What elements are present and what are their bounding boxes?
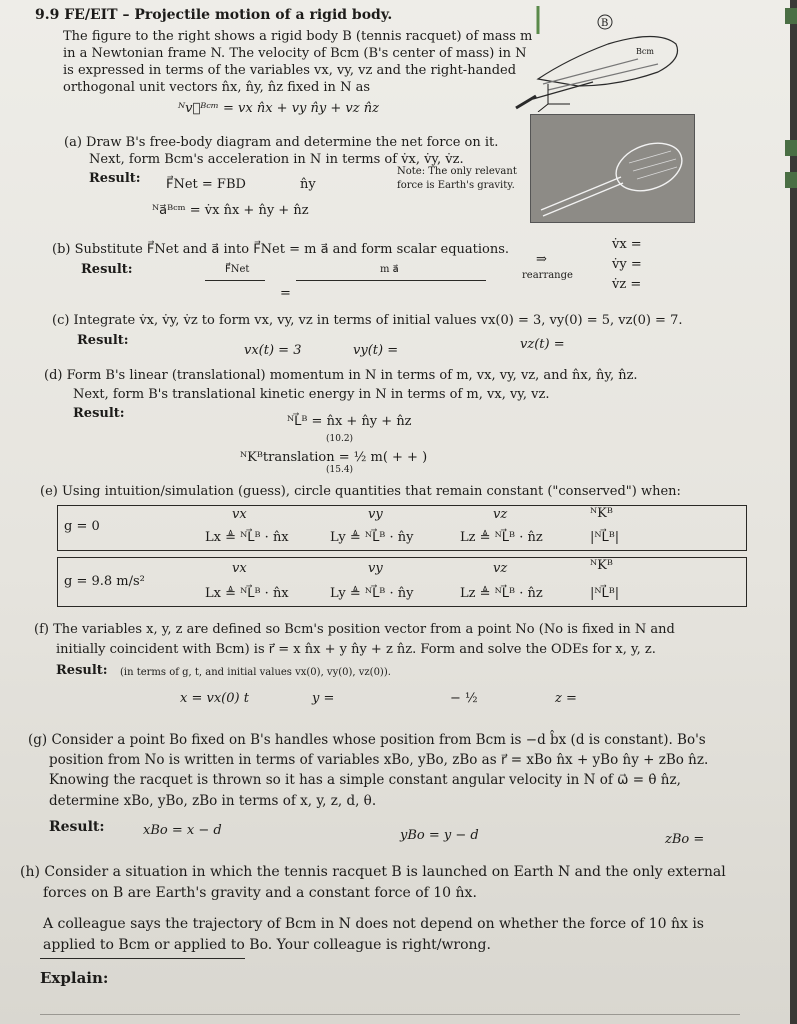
answer-line (40, 1014, 740, 1015)
figure-label-b: B (601, 18, 609, 29)
intro-line-1: The figure to the right shows a rigid body B (tennis racquet) of mass m (63, 29, 533, 44)
part-f-result-label: Result: (56, 663, 108, 678)
vz-dot-eq: v̇z = (612, 277, 642, 292)
acceleration-equation: ᴺa⃗ᴮᶜᵐ = v̇x n̂x + n̂y + n̂z (152, 203, 309, 218)
g9-vx[interactable]: vx (232, 561, 247, 576)
part-d-result-label: Result: (73, 406, 125, 421)
xbo-solution: xBo = x − d (143, 823, 222, 838)
part-b-result-label: Result: (81, 262, 133, 277)
kinetic-energy-equation: ᴺKᴮtranslation = ½ m( + + ) (240, 450, 428, 465)
intro-line-4: orthogonal unit vectors n̂x, n̂y, n̂z fixed in N as (63, 80, 370, 95)
part-a-text-1: (a) Draw B's free-body diagram and determine the net force on it. (64, 135, 499, 150)
binder-tab (785, 172, 797, 188)
part-f-result-note: (in terms of g, t, and initial values vx(0), vy(0), vz(0)). (120, 667, 391, 678)
figure-label-bcm: Bcm (636, 47, 654, 56)
vx-dot-eq: v̇x = (612, 237, 642, 252)
part-h-text-2: forces on B are Earth's gravity and a constant force of 10 n̂x. (43, 885, 477, 901)
part-b-equals: = (280, 286, 291, 301)
g9-lz[interactable]: Lz ≜ ᴺL⃗ᴮ · n̂z (460, 586, 543, 601)
g9-l-magnitude[interactable]: |ᴺL⃗ᴮ| (590, 586, 620, 601)
fbd-figure (530, 114, 695, 223)
ma-brace (296, 280, 486, 281)
part-h-text-3: A colleague says the trajectory of Bcm in N does not depend on whether the force of 10 n̂x is (43, 916, 704, 932)
intro-line-3: is expressed in terms of the variables vx, vy, vz and the right-handed (63, 63, 517, 78)
momentum-equation: ᴺL⃗ᴮ = n̂x + n̂y + n̂z (287, 414, 412, 429)
case-g-earth-label: g = 9.8 m/s² (64, 574, 145, 589)
g9-vz[interactable]: vz (493, 561, 508, 576)
explain-label: Explain: (40, 969, 109, 987)
fnet-equation: F⃗Net = FBD (166, 177, 246, 192)
part-c-result-label: Result: (77, 333, 129, 348)
eq-ref-15-4: (15.4) (326, 465, 354, 475)
part-g-text-4: determine xBo, yBo, zBo in terms of x, y, z, d, θ. (49, 793, 377, 809)
g0-l-magnitude[interactable]: |ᴺL⃗ᴮ| (590, 530, 620, 545)
eq-ref-10-2: (10.2) (326, 434, 354, 444)
part-g-text-3: Knowing the racquet is thrown so it has a simple constant angular velocity in N of ω⃗ = θ̇ n̂z, (49, 772, 681, 788)
part-f-text-2: initially coincident with Bcm) is r⃗ = x n̂x + y n̂y + z n̂z. Form and solve the ODEs for x, y, z. (56, 642, 656, 657)
part-a-text-2: Next, form Bcm's acceleration in N in terms of v̇x, v̇y, v̇z. (89, 152, 464, 167)
rearrange-label: rearrange (522, 270, 573, 281)
binder-tab (785, 140, 797, 156)
g0-vx[interactable]: vx (232, 507, 247, 522)
intro-line-2: in a Newtonian frame N. The velocity of Bcm (B's center of mass) in N (63, 46, 527, 61)
g0-vy[interactable]: vy (368, 507, 383, 522)
g9-lx[interactable]: Lx ≜ ᴺL⃗ᴮ · n̂x (205, 586, 289, 601)
part-h-text-4: applied to Bcm or applied to Bo. Your colleague is right/wrong. (43, 937, 491, 953)
part-d-text-1: (d) Form B's linear (translational) momentum in N in terms of m, vx, vy, vz, and n̂x, n̂y, n̂z. (44, 368, 638, 383)
g9-vy[interactable]: vy (368, 561, 383, 576)
part-g-text-2: position from No is written in terms of variables xBo, yBo, zBo as r⃗ = xBo n̂x + yBo n̂y + zBo n̂z. (49, 752, 709, 768)
y-half-term: − ½ (450, 691, 478, 706)
part-f-text-1: (f) The variables x, y, z are defined so Bcm's position vector from a point No (No is fixed in N and (34, 622, 675, 637)
ybo-solution: yBo = y − d (400, 828, 479, 843)
case-g-zero-label: g = 0 (64, 519, 100, 534)
z-solution: z = (555, 691, 577, 706)
fnet-ny: n̂y (300, 177, 316, 192)
part-e-text: (e) Using intuition/simulation (guess), circle quantities that remain constant ("conserved") when: (40, 484, 681, 499)
part-h-text-1: (h) Consider a situation in which the tennis racquet B is launched on Earth N and the only external (20, 864, 726, 880)
part-h-divider (40, 958, 245, 959)
g9-ke[interactable]: ᴺKᴮ (590, 558, 613, 573)
part-d-text-2: Next, form B's translational kinetic energy in N in terms of m, vx, vy, vz. (73, 387, 550, 402)
zbo-solution: zBo = (665, 832, 705, 847)
vy-t: vy(t) = (353, 343, 399, 358)
y-solution: y = (312, 691, 335, 706)
part-b-text: (b) Substitute F⃗Net and a⃗ into F⃗Net = m a⃗ and form scalar equations. (52, 242, 510, 257)
fnet-brace (205, 280, 265, 281)
velocity-equation: ᴺv⃗ᴮᶜᵐ = vx n̂x + vy n̂y + vz n̂z (178, 101, 379, 116)
part-g-result-label: Result: (49, 819, 105, 835)
x-solution: x = vx(0) t (180, 691, 249, 706)
g0-lx[interactable]: Lx ≜ ᴺL⃗ᴮ · n̂x (205, 530, 289, 545)
problem-title: 9.9 FE/EIT – Projectile motion of a rigid body. (35, 7, 393, 23)
part-a-note-2: force is Earth's gravity. (397, 180, 515, 191)
g0-ly[interactable]: Ly ≜ ᴺL⃗ᴮ · n̂y (330, 530, 414, 545)
vz-t: vz(t) = (520, 337, 565, 352)
part-c-text: (c) Integrate v̇x, v̇y, v̇z to form vx, vy, vz in terms of initial values vx(0) = 3, vy(0) = 5, vz(0) = 7. (52, 313, 683, 328)
g0-vz[interactable]: vz (493, 507, 508, 522)
g0-lz[interactable]: Lz ≜ ᴺL⃗ᴮ · n̂z (460, 530, 543, 545)
under-fnet-label: F⃗Net (225, 264, 250, 275)
part-g-text-1: (g) Consider a point Bo fixed on B's handles whose position from Bcm is −d b̂x (d is constant). Bo's (28, 732, 706, 748)
under-ma-label: m a⃗ (380, 264, 399, 275)
binder-tab (785, 8, 797, 24)
vx-t: vx(t) = 3 (244, 343, 302, 358)
part-a-note-1: Note: The only relevant (397, 166, 517, 177)
g9-ly[interactable]: Ly ≜ ᴺL⃗ᴮ · n̂y (330, 586, 414, 601)
vy-dot-eq: v̇y = (612, 257, 642, 272)
rearrange-arrow: ⇒ (536, 252, 547, 267)
part-a-result-label: Result: (89, 171, 141, 186)
g0-ke[interactable]: ᴺKᴮ (590, 506, 613, 521)
